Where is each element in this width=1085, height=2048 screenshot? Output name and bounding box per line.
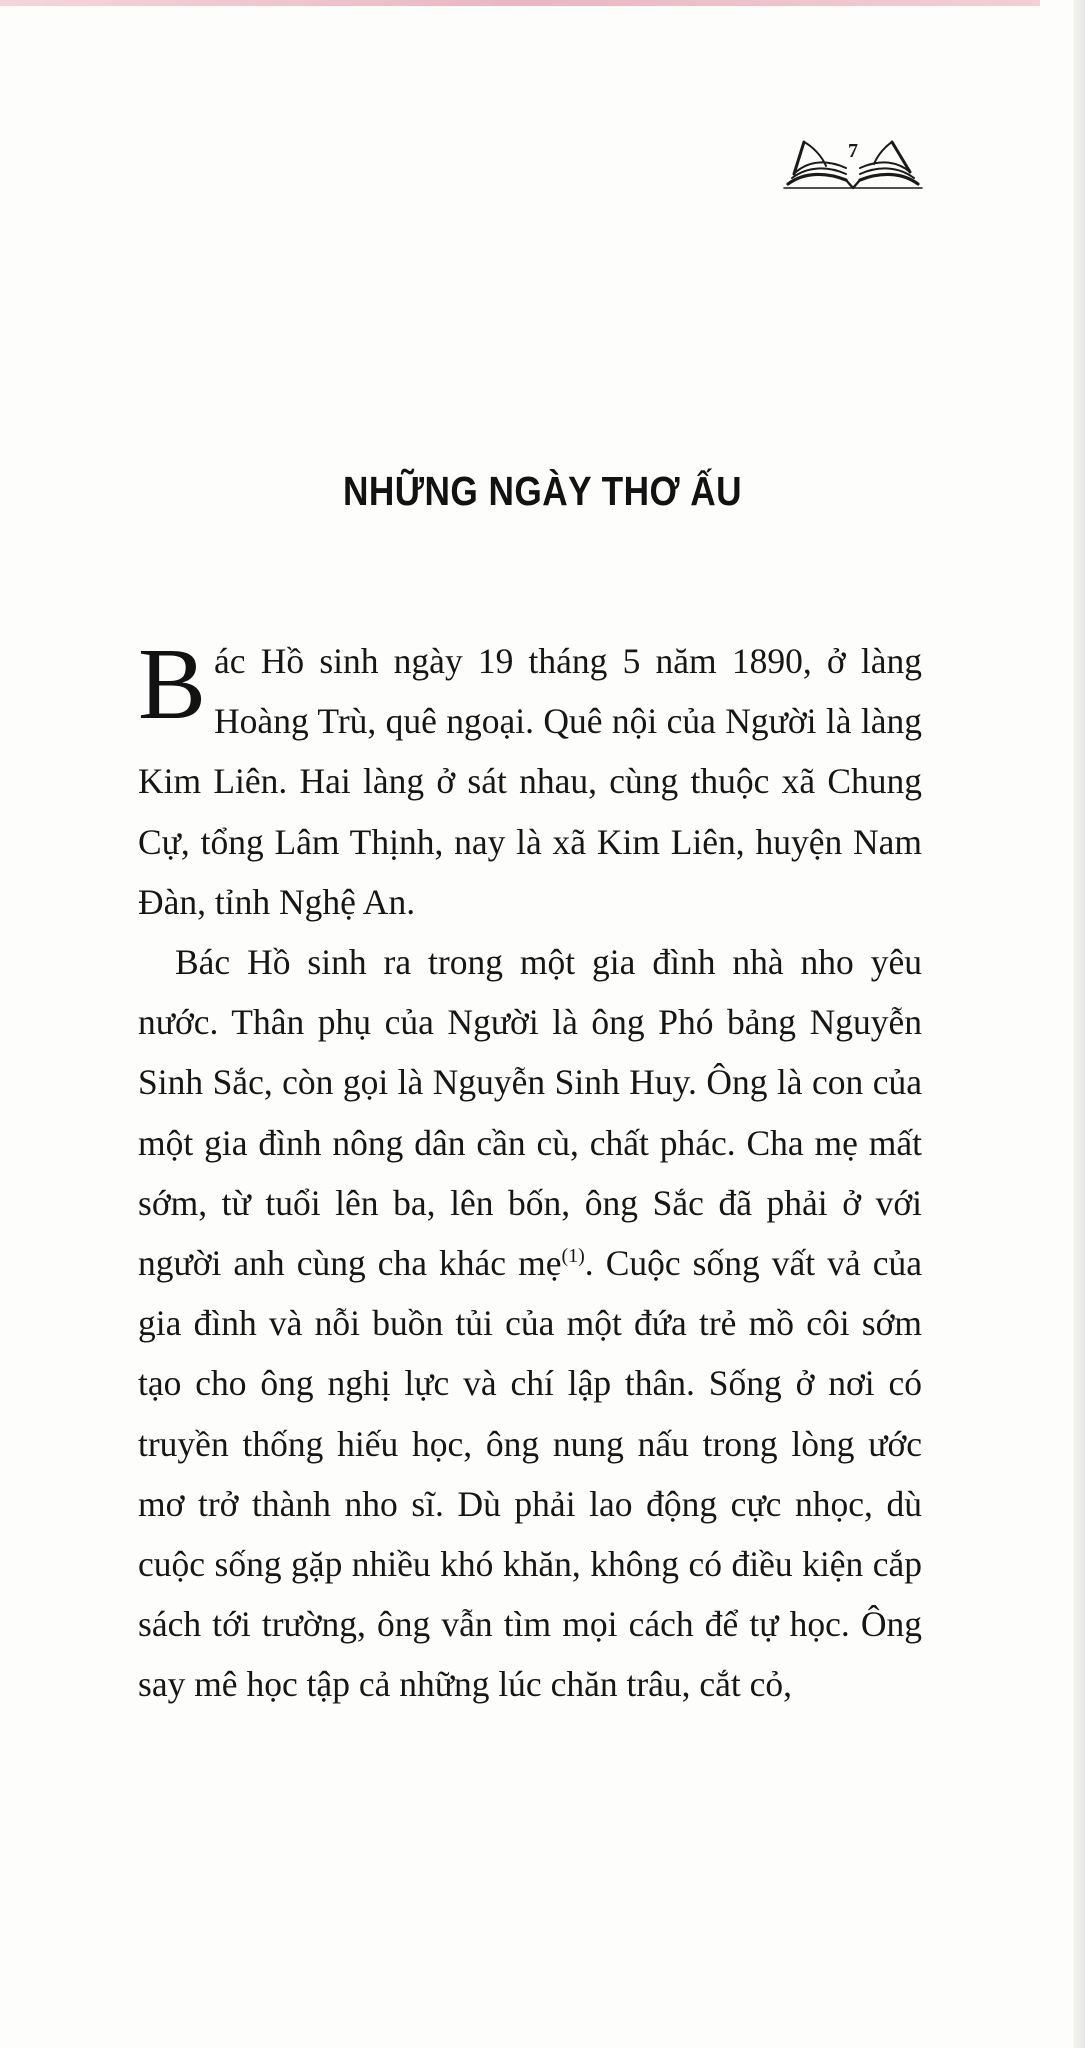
paragraph-2-text-end: . Cuộc sống vất vả của gia đình và nỗi buồn tủi của một đứa trẻ mồ côi sớm tạo cho ông nghị lực và chí lập thân. Sống ở nơi có truyền thống hiếu học, ông nung nấu trong lòng ước mơ trở thành nho sĩ. Dù phải lao động cực nhọc, dù cuộc sống gặp nhiều khó khăn, không có điều kiện cắp sách tới trường, ông vẫn tìm mọi cách để tự học. Ông say mê học tập cả những lúc chăn trâu, cắt cỏ,	[138, 1243, 922, 1705]
page-number-mark	[782, 132, 924, 194]
page-number: 7	[848, 140, 858, 162]
body-text	[138, 628, 922, 1715]
paragraph-2	[138, 932, 922, 1715]
footnote-reference: (1)	[561, 1245, 585, 1268]
drop-cap: B	[138, 628, 207, 741]
paragraph-2-text-start: Bác Hồ sinh ra trong một gia đình nhà nho yêu nước. Thân phụ của Người là ông Phó bảng Nguyễn Sinh Sắc, còn gọi là Nguyễn Sinh Huy. Ông là con của một gia đình nông dân cần cù, chất phác. Cha mẹ mất sớm, từ tuổi lên ba, lên bốn, ông Sắc đã phải ở với người anh cùng cha khác mẹ	[138, 942, 922, 1284]
chapter-title: NHỮNG NGÀY THƠ ẤU	[342, 468, 743, 514]
paragraph-1-text: ác Hồ sinh ngày 19 tháng 5 năm 1890, ở làng Hoàng Trù, quê ngoại. Quê nội của Người là làng Kim Liên. Hai làng ở sát nhau, cùng thuộc xã Chung Cự, tổng Lâm Thịnh, nay là xã Kim Liên, huyện Nam Đàn, tỉnh Nghệ An.	[138, 641, 922, 922]
page-top-edge	[0, 0, 1040, 6]
paragraph-1	[138, 628, 922, 932]
page-right-edge	[1073, 0, 1085, 2048]
